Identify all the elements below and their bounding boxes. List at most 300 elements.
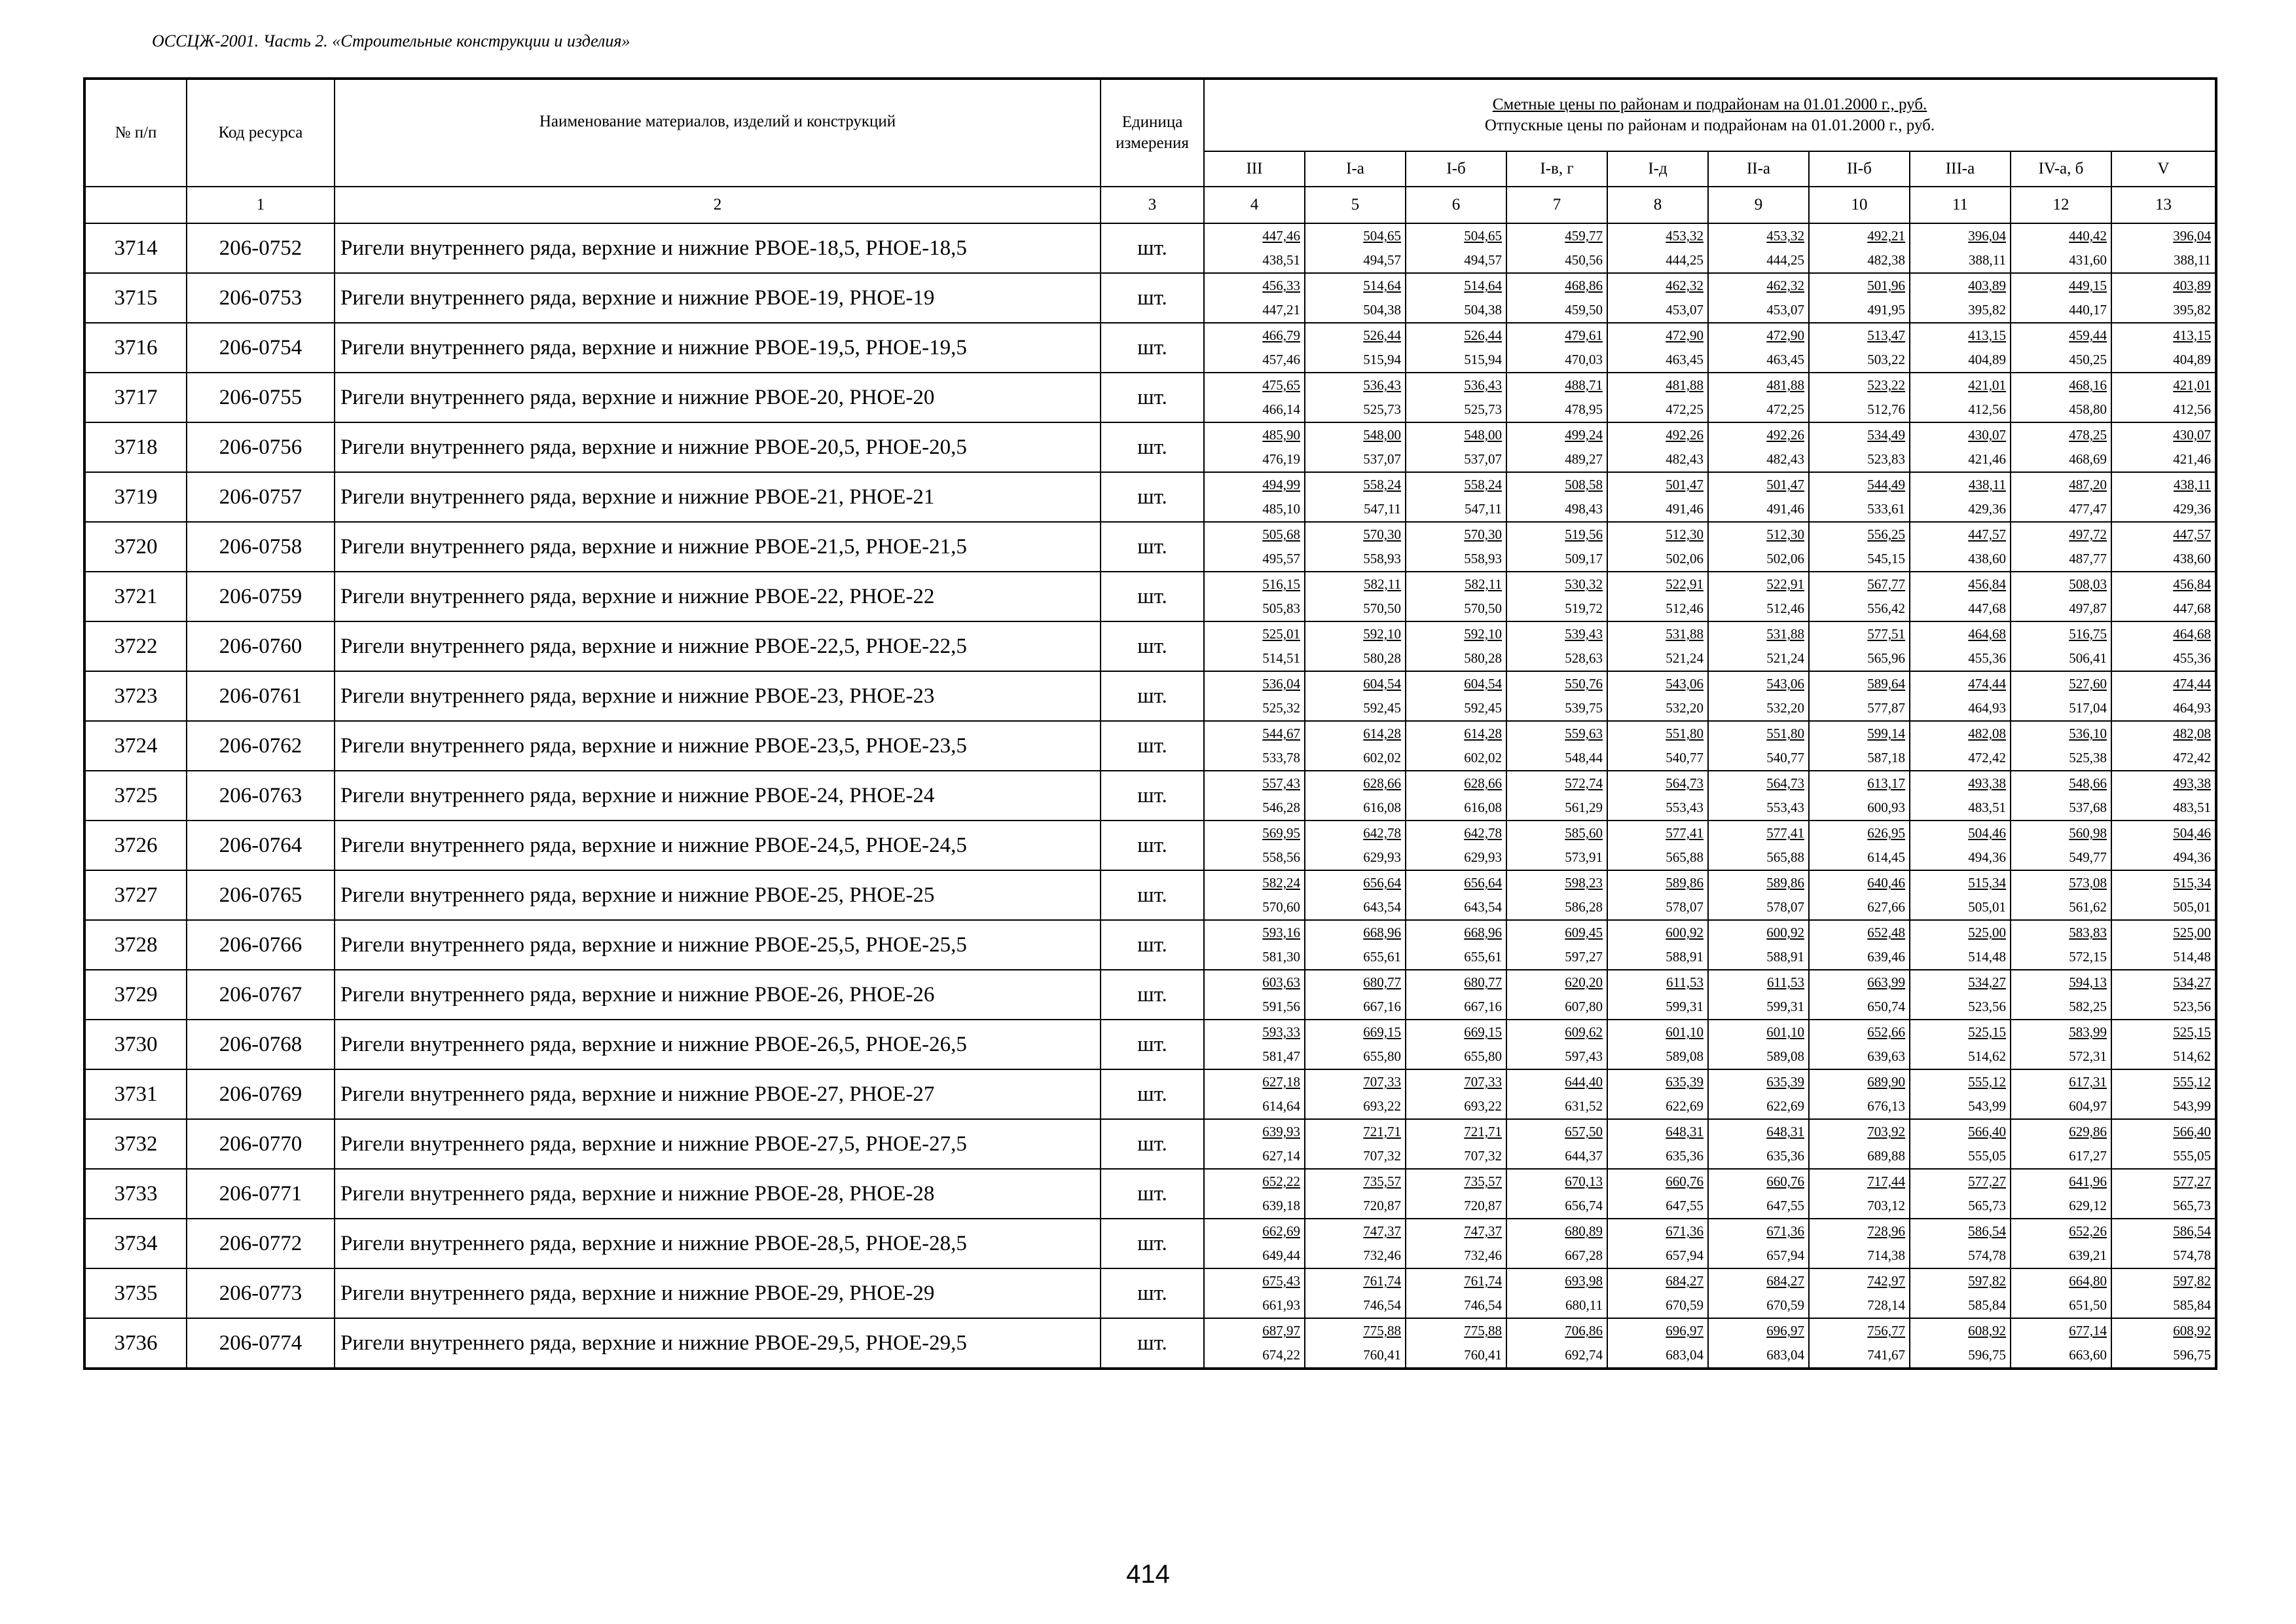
estimate-price: 438,11 [1969, 477, 2006, 492]
unit-of-measure: шт. [1101, 870, 1204, 920]
release-price: 447,68 [1968, 600, 2006, 616]
price-cell [1506, 273, 1607, 323]
price-cell [1910, 1069, 2011, 1119]
price-cell [1406, 422, 1506, 472]
price-cell [1406, 572, 1506, 621]
release-price: 404,89 [2173, 352, 2212, 367]
price-cell [2011, 721, 2111, 771]
item-name: Ригели внутреннего ряда, верхние и нижние РВОЕ-19,5, РНОЕ-19,5 [335, 323, 1101, 373]
estimate-price: 629,86 [2069, 1124, 2107, 1139]
estimate-price: 747,37 [1363, 1223, 1401, 1239]
table-row [84, 671, 2216, 721]
table-row [84, 920, 2216, 970]
estimate-price: 514,64 [1363, 278, 1401, 293]
estimate-price: 531,88 [1766, 626, 1804, 642]
row-number: 3715 [84, 273, 187, 323]
estimate-price: 717,44 [1867, 1173, 1905, 1189]
estimate-price: 403,89 [2173, 278, 2212, 293]
estimate-price: 604,54 [1363, 676, 1401, 692]
release-price: 655,80 [1363, 1048, 1401, 1064]
release-price: 585,84 [1968, 1297, 2006, 1313]
price-cell [1305, 273, 1406, 323]
release-price: 643,54 [1363, 899, 1401, 915]
release-price: 453,07 [1666, 302, 1704, 318]
release-price: 497,87 [2069, 600, 2107, 616]
estimate-price: 577,51 [1867, 626, 1905, 642]
estimate-price: 525,15 [1968, 1024, 2006, 1040]
unit-of-measure: шт. [1101, 970, 1204, 1020]
item-name: Ригели внутреннего ряда, верхние и нижние РВОЕ-26, РНОЕ-26 [335, 970, 1101, 1020]
release-price: 438,60 [2173, 551, 2212, 566]
release-price: 455,36 [1968, 650, 2006, 666]
estimate-price: 508,03 [2069, 576, 2107, 592]
release-price: 514,51 [1262, 650, 1300, 666]
price-cell [1305, 323, 1406, 373]
release-price: 525,38 [2069, 750, 2107, 766]
release-price: 693,22 [1464, 1098, 1502, 1114]
release-price: 458,80 [2069, 401, 2107, 417]
resource-code: 206-0767 [187, 970, 335, 1020]
resource-code: 206-0769 [187, 1069, 335, 1119]
estimate-price: 543,06 [1666, 676, 1704, 692]
estimate-price: 598,23 [1565, 875, 1603, 891]
estimate-price: 504,65 [1363, 228, 1401, 244]
price-cell [2011, 323, 2111, 373]
price-cell [1607, 821, 1708, 870]
price-cell [1809, 522, 1910, 572]
estimate-price: 472,90 [1666, 327, 1704, 343]
estimate-price: 555,12 [2173, 1074, 2212, 1090]
estimate-price: 742,97 [1867, 1273, 1905, 1289]
release-price: 707,32 [1464, 1148, 1502, 1164]
item-name: Ригели внутреннего ряда, верхние и нижние РВОЕ-25, РНОЕ-25 [335, 870, 1101, 920]
price-cell [1809, 1318, 1910, 1369]
release-price: 655,80 [1464, 1048, 1502, 1064]
column-number: 9 [1708, 187, 1809, 223]
release-price: 663,60 [2069, 1347, 2107, 1363]
release-price: 581,30 [1262, 949, 1300, 965]
header-region: V [2111, 151, 2216, 187]
estimate-price: 775,88 [1363, 1323, 1401, 1338]
price-cell [2111, 323, 2216, 373]
price-cell [1204, 572, 1305, 621]
table-row [84, 422, 2216, 472]
release-price: 494,36 [1968, 849, 2006, 865]
table-row [84, 373, 2216, 422]
estimate-price: 728,96 [1867, 1223, 1905, 1239]
estimate-price: 582,11 [1364, 576, 1401, 592]
price-cell [2111, 1020, 2216, 1069]
price-cell [1809, 771, 1910, 821]
estimate-price: 493,38 [1968, 775, 2006, 791]
table-row [84, 323, 2216, 373]
price-cell [1204, 422, 1305, 472]
release-price: 540,77 [1666, 750, 1704, 766]
table-row [84, 522, 2216, 572]
release-price: 553,43 [1766, 800, 1804, 815]
unit-of-measure: шт. [1101, 323, 1204, 373]
price-cell [1910, 621, 2011, 671]
resource-code: 206-0764 [187, 821, 335, 870]
page-number: 414 [1126, 1560, 1170, 1589]
price-cell [1204, 1219, 1305, 1268]
price-cell [1708, 671, 1809, 721]
release-price: 692,74 [1565, 1347, 1603, 1363]
price-cell [1809, 970, 1910, 1020]
price-cell [1506, 572, 1607, 621]
release-price: 670,59 [1766, 1297, 1804, 1313]
estimate-price: 555,12 [1968, 1074, 2006, 1090]
price-cell [1204, 323, 1305, 373]
price-cell [2011, 1069, 2111, 1119]
estimate-price: 403,89 [1968, 278, 2006, 293]
release-price: 651,50 [2069, 1297, 2107, 1313]
price-cell [2011, 1169, 2111, 1219]
price-cell [1406, 1318, 1506, 1369]
price-cell [1809, 1069, 1910, 1119]
estimate-price: 680,89 [1565, 1223, 1603, 1239]
price-cell [2111, 671, 2216, 721]
item-name: Ригели внутреннего ряда, верхние и нижние РВОЕ-22,5, РНОЕ-22,5 [335, 621, 1101, 671]
release-price: 412,56 [1968, 401, 2006, 417]
estimate-price: 515,34 [1968, 875, 2006, 891]
price-cell [1506, 422, 1607, 472]
price-cell [2111, 1318, 2216, 1369]
release-price: 517,04 [2069, 700, 2107, 716]
release-price: 558,56 [1262, 849, 1300, 865]
price-cell [1305, 1169, 1406, 1219]
estimate-price: 501,47 [1766, 477, 1804, 492]
item-name: Ригели внутреннего ряда, верхние и нижние РВОЕ-27, РНОЕ-27 [335, 1069, 1101, 1119]
release-price: 504,38 [1363, 302, 1401, 318]
release-price: 565,88 [1766, 849, 1804, 865]
price-cell [1708, 572, 1809, 621]
column-number: 13 [2111, 187, 2216, 223]
release-price: 602,02 [1464, 750, 1502, 766]
estimate-price: 597,82 [2173, 1273, 2212, 1289]
item-name: Ригели внутреннего ряда, верхние и нижние РВОЕ-25,5, РНОЕ-25,5 [335, 920, 1101, 970]
price-cell [1305, 373, 1406, 422]
release-price: 661,93 [1262, 1297, 1300, 1313]
price-cell [1506, 671, 1607, 721]
estimate-price: 413,15 [1968, 327, 2006, 343]
price-cell [1506, 771, 1607, 821]
row-number: 3736 [84, 1318, 187, 1369]
estimate-price: 548,00 [1363, 427, 1401, 443]
price-cell [1708, 522, 1809, 572]
price-cell [1607, 970, 1708, 1020]
release-price: 537,07 [1464, 451, 1502, 467]
estimate-price: 601,10 [1766, 1024, 1804, 1040]
unit-of-measure: шт. [1101, 472, 1204, 522]
table-row [84, 1169, 2216, 1219]
price-cell [1910, 1268, 2011, 1318]
estimate-price: 558,24 [1464, 477, 1502, 492]
estimate-price: 677,14 [2069, 1323, 2107, 1338]
estimate-price: 462,32 [1766, 278, 1804, 293]
table-row [84, 223, 2216, 273]
price-cell [2111, 870, 2216, 920]
estimate-price: 644,40 [1565, 1074, 1603, 1090]
release-price: 450,56 [1565, 252, 1603, 268]
release-price: 655,61 [1363, 949, 1401, 965]
unit-of-measure: шт. [1101, 771, 1204, 821]
release-price: 639,46 [1867, 949, 1905, 965]
price-cell [1204, 671, 1305, 721]
price-cell [1607, 323, 1708, 373]
unit-of-measure: шт. [1101, 1268, 1204, 1318]
item-name: Ригели внутреннего ряда, верхние и нижние РВОЕ-22, РНОЕ-22 [335, 572, 1101, 621]
estimate-price: 456,33 [1262, 278, 1300, 293]
price-cell [2111, 373, 2216, 422]
estimate-price: 534,27 [2173, 974, 2212, 990]
price-cell [1910, 472, 2011, 522]
estimate-price: 430,07 [1968, 427, 2006, 443]
table-row [84, 1119, 2216, 1169]
item-name: Ригели внутреннего ряда, верхние и нижние РВОЕ-20, РНОЕ-20 [335, 373, 1101, 422]
release-price: 629,12 [2069, 1198, 2107, 1213]
estimate-price: 660,76 [1766, 1173, 1804, 1189]
release-price: 438,60 [1968, 551, 2006, 566]
estimate-price: 735,57 [1464, 1173, 1502, 1189]
estimate-price: 675,43 [1262, 1273, 1300, 1289]
release-price: 558,93 [1464, 551, 1502, 566]
estimate-price: 536,43 [1464, 377, 1502, 393]
release-price: 450,25 [2069, 352, 2107, 367]
estimate-price: 482,08 [2173, 726, 2212, 741]
estimate-price: 735,57 [1363, 1173, 1401, 1189]
price-cell [2111, 970, 2216, 1020]
release-price: 540,77 [1766, 750, 1804, 766]
price-cell [2111, 721, 2216, 771]
price-cell [1809, 621, 1910, 671]
item-name: Ригели внутреннего ряда, верхние и нижние РВОЕ-24, РНОЕ-24 [335, 771, 1101, 821]
release-price: 537,68 [2069, 800, 2107, 815]
unit-of-measure: шт. [1101, 671, 1204, 721]
header-region: I-а [1305, 151, 1406, 187]
estimate-price: 656,64 [1464, 875, 1502, 891]
price-cell [2111, 1119, 2216, 1169]
price-cell [1305, 970, 1406, 1020]
estimate-price: 475,65 [1262, 377, 1300, 393]
table-row [84, 1318, 2216, 1369]
release-price: 599,31 [1666, 999, 1704, 1014]
estimate-price: 597,82 [1968, 1273, 2006, 1289]
estimate-price: 604,54 [1464, 676, 1502, 692]
release-price: 514,62 [1968, 1048, 2006, 1064]
release-price: 639,21 [2069, 1247, 2107, 1263]
release-price: 720,87 [1363, 1198, 1401, 1213]
release-price: 674,22 [1262, 1347, 1300, 1363]
release-price: 463,45 [1766, 352, 1804, 367]
estimate-price: 492,26 [1666, 427, 1704, 443]
estimate-price: 662,69 [1262, 1223, 1300, 1239]
release-price: 521,24 [1766, 650, 1804, 666]
unit-of-measure: шт. [1101, 721, 1204, 771]
item-name: Ригели внутреннего ряда, верхние и нижние РВОЕ-24,5, РНОЕ-24,5 [335, 821, 1101, 870]
price-cell [1910, 821, 2011, 870]
price-cell [1708, 223, 1809, 273]
price-cell [1607, 373, 1708, 422]
release-price: 574,78 [2173, 1247, 2212, 1263]
resource-code: 206-0763 [187, 771, 335, 821]
price-cell [1506, 1169, 1607, 1219]
price-cell [1305, 472, 1406, 522]
resource-code: 206-0753 [187, 273, 335, 323]
estimate-price: 519,56 [1565, 526, 1603, 542]
column-number: 10 [1809, 187, 1910, 223]
price-cell [1708, 1268, 1809, 1318]
price-cell [1204, 1119, 1305, 1169]
release-price: 657,94 [1666, 1247, 1704, 1263]
estimate-price: 536,43 [1363, 377, 1401, 393]
price-cell [1708, 1069, 1809, 1119]
estimate-price: 512,30 [1766, 526, 1804, 542]
release-price: 627,66 [1867, 899, 1905, 915]
estimate-price: 543,06 [1766, 676, 1804, 692]
release-price: 635,36 [1766, 1148, 1804, 1164]
release-price: 395,82 [2173, 302, 2212, 318]
price-cell [1910, 920, 2011, 970]
price-cell [1305, 422, 1406, 472]
release-price: 622,69 [1666, 1098, 1704, 1114]
estimate-price: 589,86 [1666, 875, 1704, 891]
header-region: I-б [1406, 151, 1506, 187]
row-number: 3726 [84, 821, 187, 870]
release-price: 494,36 [2173, 849, 2212, 865]
release-price: 617,27 [2069, 1148, 2107, 1164]
release-price: 622,69 [1766, 1098, 1804, 1114]
header-region: IV-а, б [2011, 151, 2111, 187]
price-cell [1607, 870, 1708, 920]
price-cell [1910, 1169, 2011, 1219]
release-price: 597,27 [1565, 949, 1603, 965]
table-row [84, 1219, 2216, 1268]
row-number: 3728 [84, 920, 187, 970]
estimate-price: 671,36 [1766, 1223, 1804, 1239]
price-cell [1910, 572, 2011, 621]
price-cell [2111, 821, 2216, 870]
release-price: 683,04 [1666, 1347, 1704, 1363]
estimate-price: 652,48 [1867, 925, 1905, 940]
estimate-price: 747,37 [1464, 1223, 1502, 1239]
row-number: 3720 [84, 522, 187, 572]
estimate-price: 548,66 [2069, 775, 2107, 791]
price-cell [1809, 870, 1910, 920]
estimate-price: 456,84 [2173, 576, 2212, 592]
estimate-price: 551,80 [1666, 726, 1704, 741]
price-cell [1204, 621, 1305, 671]
price-cell [1305, 1069, 1406, 1119]
column-number: 7 [1506, 187, 1607, 223]
estimate-price: 548,00 [1464, 427, 1502, 443]
estimate-price: 589,86 [1766, 875, 1804, 891]
price-cell [2111, 1268, 2216, 1318]
release-price: 498,43 [1565, 501, 1603, 517]
release-price: 657,94 [1766, 1247, 1804, 1263]
price-cell [1406, 920, 1506, 970]
release-price: 589,08 [1666, 1048, 1704, 1064]
release-price: 667,16 [1464, 999, 1502, 1014]
release-price: 457,46 [1262, 352, 1300, 367]
estimate-price: 593,33 [1262, 1024, 1300, 1040]
table-row [84, 472, 2216, 522]
estimate-price: 707,33 [1363, 1074, 1401, 1090]
price-cell [2011, 273, 2111, 323]
release-price: 478,95 [1565, 401, 1603, 417]
price-cell [1305, 821, 1406, 870]
release-price: 683,04 [1766, 1347, 1804, 1363]
row-number: 3719 [84, 472, 187, 522]
estimate-price: 566,40 [1968, 1124, 2006, 1139]
estimate-price: 508,58 [1565, 477, 1603, 492]
price-cell [1506, 323, 1607, 373]
estimate-price: 593,16 [1262, 925, 1300, 940]
estimate-price: 611,53 [1666, 974, 1704, 990]
item-name: Ригели внутреннего ряда, верхние и нижние РВОЕ-18,5, РНОЕ-18,5 [335, 223, 1101, 273]
column-number: 6 [1406, 187, 1506, 223]
release-price: 760,41 [1363, 1347, 1401, 1363]
estimate-price: 492,26 [1766, 427, 1804, 443]
estimate-price: 525,00 [2173, 925, 2212, 940]
release-price: 549,77 [2069, 849, 2107, 865]
price-cell [1708, 323, 1809, 373]
estimate-price: 577,27 [2173, 1173, 2212, 1189]
estimate-price: 592,10 [1363, 626, 1401, 642]
release-price: 421,46 [2173, 451, 2212, 467]
release-price: 463,45 [1666, 352, 1704, 367]
release-price: 629,93 [1363, 849, 1401, 865]
release-price: 533,61 [1867, 501, 1905, 517]
price-cell [1406, 223, 1506, 273]
release-price: 732,46 [1464, 1247, 1502, 1263]
estimate-price: 474,44 [2173, 676, 2212, 692]
price-cell [1506, 1020, 1607, 1069]
estimate-price: 761,74 [1464, 1273, 1502, 1289]
estimate-price: 582,24 [1262, 875, 1300, 891]
price-cell [1305, 920, 1406, 970]
price-cell [1607, 572, 1708, 621]
estimate-price: 664,80 [2069, 1273, 2107, 1289]
resource-code: 206-0765 [187, 870, 335, 920]
estimate-price: 603,63 [1262, 974, 1300, 990]
release-price: 533,78 [1262, 750, 1300, 766]
estimate-price: 421,01 [1968, 377, 2006, 393]
price-cell [1305, 1318, 1406, 1369]
release-price: 532,20 [1766, 700, 1804, 716]
price-cell [1406, 472, 1506, 522]
release-price: 438,51 [1262, 252, 1300, 268]
price-cell [1506, 821, 1607, 870]
estimate-price: 492,21 [1867, 228, 1905, 244]
unit-of-measure: шт. [1101, 1219, 1204, 1268]
price-cell [2011, 671, 2111, 721]
estimate-price: 566,40 [2173, 1124, 2212, 1139]
price-cell [1910, 323, 2011, 373]
price-cell [2111, 472, 2216, 522]
estimate-price: 668,96 [1363, 925, 1401, 940]
price-cell [1406, 373, 1506, 422]
release-price: 693,22 [1363, 1098, 1401, 1114]
price-cell [2111, 422, 2216, 472]
price-cell [1910, 1119, 2011, 1169]
resource-code: 206-0761 [187, 671, 335, 721]
release-price: 746,54 [1464, 1297, 1502, 1313]
estimate-price: 513,47 [1867, 327, 1905, 343]
unit-of-measure: шт. [1101, 1020, 1204, 1069]
item-name: Ригели внутреннего ряда, верхние и нижние РВОЕ-28, РНОЕ-28 [335, 1169, 1101, 1219]
price-cell [1204, 1020, 1305, 1069]
